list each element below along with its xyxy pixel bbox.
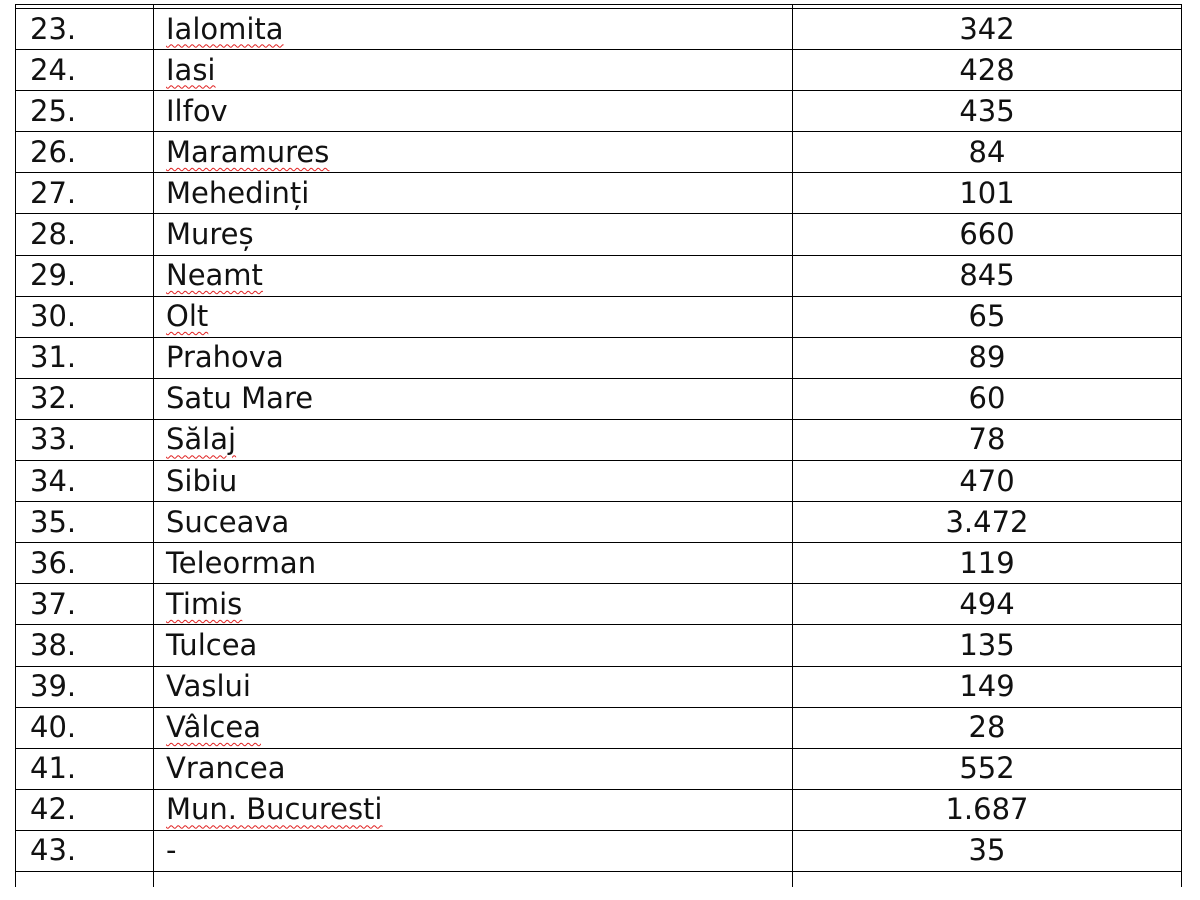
county-name: Olt <box>166 299 209 334</box>
table-row <box>16 9 1182 50</box>
row-number: 28. <box>16 214 154 255</box>
count-value: 470 <box>793 461 1182 502</box>
county-name-cell <box>154 666 793 707</box>
table-row <box>16 132 1182 173</box>
row-number: 33. <box>16 419 154 460</box>
row-number: 42. <box>16 789 154 830</box>
county-name: Sibiu <box>166 463 238 498</box>
county-name-cell <box>154 461 793 502</box>
table-row <box>16 214 1182 255</box>
row-number: 37. <box>16 584 154 625</box>
table-row <box>16 337 1182 378</box>
count-value: 89 <box>793 337 1182 378</box>
table-row <box>16 91 1182 132</box>
count-value: 35 <box>793 830 1182 871</box>
county-name: - <box>166 833 177 868</box>
table-row <box>16 789 1182 830</box>
county-name: Suceava <box>166 504 290 539</box>
county-name: Tulcea <box>166 627 258 662</box>
row-number: 35. <box>16 502 154 543</box>
county-table <box>15 4 1182 887</box>
partial-cell <box>154 871 793 887</box>
county-name: Iasi <box>166 52 216 87</box>
county-table-container <box>15 4 1181 887</box>
count-value: 435 <box>793 91 1182 132</box>
county-name-cell <box>154 502 793 543</box>
row-number: 39. <box>16 666 154 707</box>
count-value: 845 <box>793 255 1182 296</box>
row-number: 32. <box>16 378 154 419</box>
table-row <box>16 707 1182 748</box>
county-name: Maramures <box>166 134 330 169</box>
partial-cell <box>793 871 1182 887</box>
county-name-cell <box>154 707 793 748</box>
county-name: Sălaj <box>166 422 237 457</box>
county-name: Mehedinți <box>166 175 310 210</box>
county-name-cell <box>154 543 793 584</box>
count-value: 84 <box>793 132 1182 173</box>
county-name-cell <box>154 91 793 132</box>
row-number: 29. <box>16 255 154 296</box>
row-number: 31. <box>16 337 154 378</box>
county-name-cell <box>154 419 793 460</box>
table-row <box>16 502 1182 543</box>
county-name-cell <box>154 296 793 337</box>
count-value: 119 <box>793 543 1182 584</box>
county-name-cell <box>154 378 793 419</box>
county-name: Mureș <box>166 217 254 252</box>
county-name-cell <box>154 255 793 296</box>
count-value: 65 <box>793 296 1182 337</box>
county-name: Vaslui <box>166 669 251 704</box>
county-name: Timis <box>166 586 243 621</box>
count-value: 78 <box>793 419 1182 460</box>
count-value: 135 <box>793 625 1182 666</box>
row-number: 27. <box>16 173 154 214</box>
count-value: 428 <box>793 50 1182 91</box>
count-value: 660 <box>793 214 1182 255</box>
county-name-cell <box>154 50 793 91</box>
county-name-cell <box>154 625 793 666</box>
county-name: Vâlcea <box>166 710 261 745</box>
table-row <box>16 50 1182 91</box>
county-name-cell <box>154 789 793 830</box>
table-row-partial-bottom <box>16 871 1182 887</box>
county-name: Prahova <box>166 340 284 375</box>
count-value: 60 <box>793 378 1182 419</box>
county-name-cell <box>154 173 793 214</box>
county-name-cell <box>154 748 793 789</box>
count-value: 28 <box>793 707 1182 748</box>
count-value: 342 <box>793 9 1182 50</box>
row-number: 26. <box>16 132 154 173</box>
row-number: 38. <box>16 625 154 666</box>
county-name-cell <box>154 830 793 871</box>
row-number: 34. <box>16 461 154 502</box>
count-value: 1.687 <box>793 789 1182 830</box>
table-row <box>16 666 1182 707</box>
county-name: Vrancea <box>166 751 286 786</box>
row-number: 24. <box>16 50 154 91</box>
count-value: 494 <box>793 584 1182 625</box>
row-number: 25. <box>16 91 154 132</box>
table-row <box>16 748 1182 789</box>
table-row <box>16 378 1182 419</box>
county-name: Neamt <box>166 258 263 293</box>
county-name: Ilfov <box>166 93 228 128</box>
table-row <box>16 543 1182 584</box>
count-value: 101 <box>793 173 1182 214</box>
table-body <box>16 5 1182 888</box>
county-name-cell <box>154 214 793 255</box>
row-number: 40. <box>16 707 154 748</box>
table-row <box>16 255 1182 296</box>
row-number: 41. <box>16 748 154 789</box>
county-name: Ialomita <box>166 11 284 46</box>
county-name-cell <box>154 9 793 50</box>
county-name: Mun. Bucuresti <box>166 792 383 827</box>
table-row <box>16 419 1182 460</box>
table-row <box>16 173 1182 214</box>
count-value: 149 <box>793 666 1182 707</box>
count-value: 552 <box>793 748 1182 789</box>
table-row <box>16 461 1182 502</box>
partial-cell <box>16 871 154 887</box>
table-row <box>16 584 1182 625</box>
county-name-cell <box>154 584 793 625</box>
row-number: 23. <box>16 9 154 50</box>
row-number: 43. <box>16 830 154 871</box>
row-number: 36. <box>16 543 154 584</box>
county-name-cell <box>154 132 793 173</box>
table-row <box>16 296 1182 337</box>
county-name: Satu Mare <box>166 381 314 416</box>
table-row <box>16 830 1182 871</box>
count-value: 3.472 <box>793 502 1182 543</box>
county-name-cell <box>154 337 793 378</box>
table-row <box>16 625 1182 666</box>
row-number: 30. <box>16 296 154 337</box>
county-name: Teleorman <box>166 545 317 580</box>
